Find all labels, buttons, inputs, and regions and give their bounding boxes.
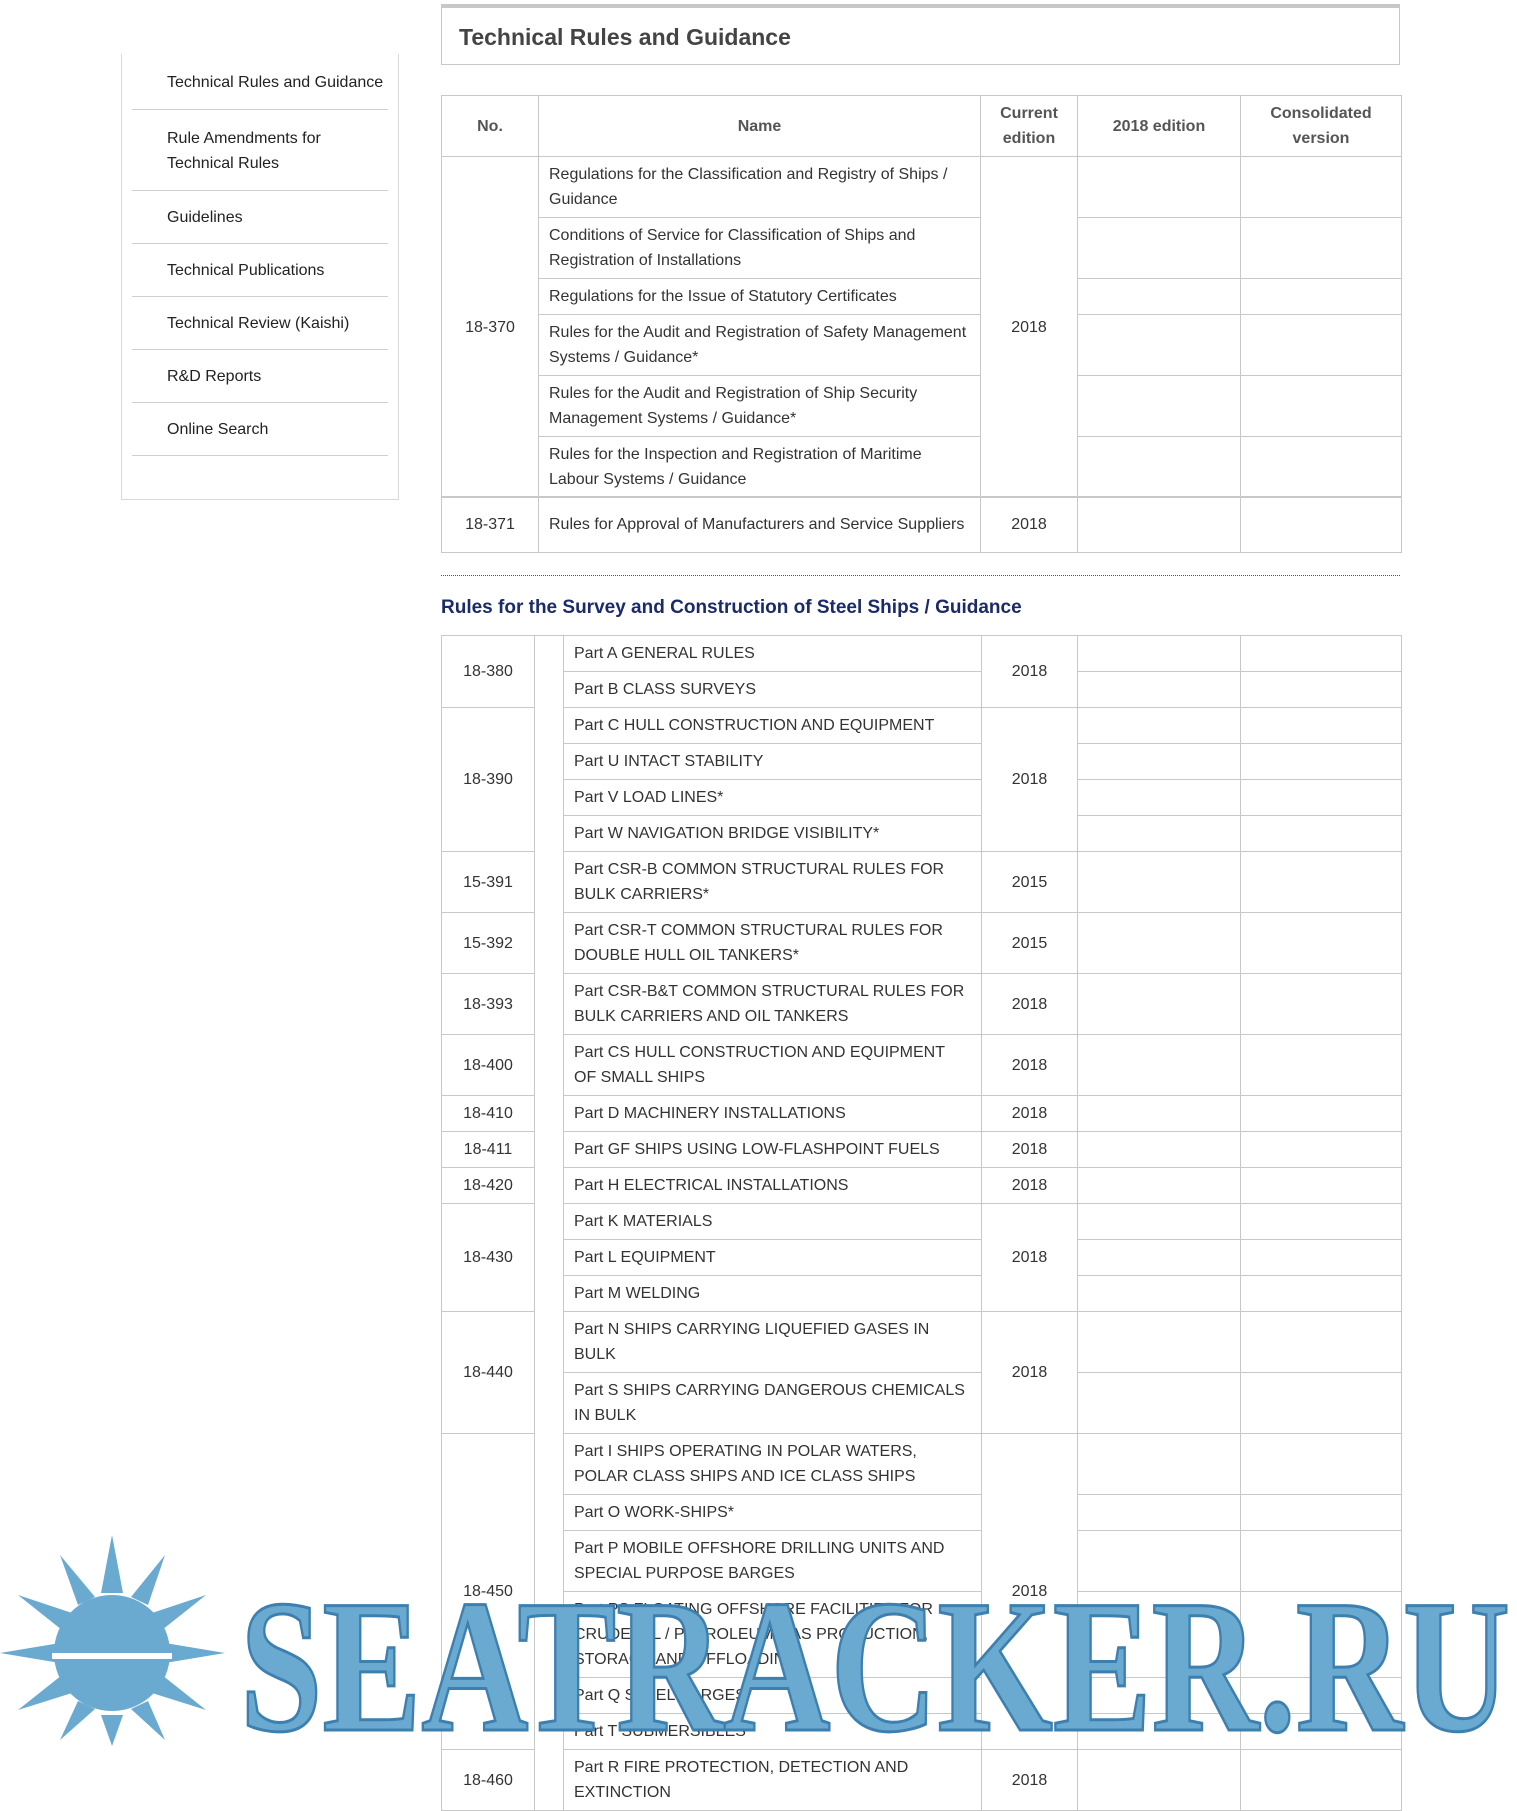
edition-2018-cell [1078, 1132, 1241, 1168]
consolidated-cell [1241, 1678, 1402, 1714]
consolidated-cell [1241, 1096, 1402, 1132]
edition-2018-cell [1078, 780, 1241, 816]
rule-number: 18-393 [442, 974, 535, 1035]
rules-table-general [441, 95, 1402, 498]
part-name-link[interactable]: Part H ELECTRICAL INSTALLATIONS [564, 1168, 982, 1204]
sidebar-item-guidelines[interactable]: Guidelines [132, 191, 388, 244]
consolidated-cell [1241, 913, 1402, 974]
current-edition-link[interactable]: 2018 [982, 708, 1078, 852]
part-name-link[interactable]: Part CS HULL CONSTRUCTION AND EQUIPMENT OF SMALL SHIPS [564, 1035, 982, 1096]
current-edition-link[interactable]: 2018 [982, 1312, 1078, 1434]
table-row [442, 1312, 1402, 1373]
rule-number: 18-460 [442, 1750, 535, 1811]
current-edition-link[interactable]: 2018 [982, 1434, 1078, 1750]
table-row [442, 708, 1402, 744]
table-row [442, 816, 1402, 852]
part-name-link[interactable]: Part O WORK-SHIPS* [564, 1495, 982, 1531]
sidebar-item-technical-rules[interactable]: Technical Rules and Guidance [132, 54, 388, 110]
part-name-link[interactable]: Part T SUBMERSIBLES* [564, 1714, 982, 1750]
header-no: No. [442, 96, 539, 157]
edition-2018-cell [1078, 218, 1241, 279]
edition-2018-cell [1078, 1373, 1241, 1434]
header-name: Name [539, 96, 981, 157]
sidebar-item-rule-amendments[interactable]: Rule Amendments for Technical Rules [132, 110, 388, 191]
part-name-link[interactable]: Part GF SHIPS USING LOW-FLASHPOINT FUELS [564, 1132, 982, 1168]
edition-2018-cell [1078, 1750, 1241, 1811]
edition-2018-cell [1078, 816, 1241, 852]
current-edition-link[interactable]: 2018 [981, 497, 1078, 553]
table-row [442, 437, 1402, 498]
consolidated-cell [1241, 497, 1402, 553]
edition-2018-cell [1078, 744, 1241, 780]
table-row [442, 315, 1402, 376]
consolidated-cell [1241, 1434, 1402, 1495]
consolidated-cell [1241, 1168, 1402, 1204]
sidebar-item-rd-reports[interactable]: R&D Reports [132, 350, 388, 403]
consolidated-cell [1241, 1132, 1402, 1168]
edition-2018-cell [1078, 636, 1241, 672]
rule-number: 18-371 [442, 497, 539, 553]
table-row [442, 1168, 1402, 1204]
section-divider [441, 575, 1400, 576]
table-row [442, 1678, 1402, 1714]
edition-2018-cell [1078, 1035, 1241, 1096]
part-name-link[interactable]: Part PS FLOATING OFFSHORE FACILITIES FOR CRUDE OIL / PETROLEUM GAS PRODUCTION, STORAGE AND OFFLOADING [564, 1592, 982, 1678]
table-row [442, 780, 1402, 816]
consolidated-cell [1241, 279, 1402, 315]
consolidated-cell [1241, 672, 1402, 708]
current-edition-link[interactable]: 2018 [981, 157, 1078, 498]
part-name-link[interactable]: Part U INTACT STABILITY [564, 744, 982, 780]
current-edition-link[interactable]: 2018 [982, 1132, 1078, 1168]
edition-2018-cell [1078, 852, 1241, 913]
rule-name-link[interactable]: Regulations for the Issue of Statutory Certificates [539, 279, 981, 315]
consolidated-cell [1241, 1750, 1402, 1811]
table-row [442, 1592, 1402, 1678]
sidebar-item-online-search[interactable]: Online Search [132, 403, 388, 456]
edition-2018-cell [1078, 157, 1241, 218]
rule-number: 15-392 [442, 913, 535, 974]
edition-2018-cell [1078, 1714, 1241, 1750]
consolidated-cell [1241, 816, 1402, 852]
table-row [442, 1750, 1402, 1811]
section-title: Rules for the Survey and Construction of Steel Ships / Guidance [441, 597, 1022, 618]
table-row [442, 636, 1402, 672]
part-name-link[interactable]: Part P MOBILE OFFSHORE DRILLING UNITS AND SPECIAL PURPOSE BARGES [564, 1531, 982, 1592]
part-name-link[interactable]: Part M WELDING [564, 1276, 982, 1312]
part-name-link[interactable]: Part S SHIPS CARRYING DANGEROUS CHEMICALS IN BULK [564, 1373, 982, 1434]
rules-table-approval [441, 496, 1402, 553]
part-name-link[interactable]: Part L EQUIPMENT [564, 1240, 982, 1276]
rules-table-steel-ships [441, 635, 1402, 1811]
table-row [442, 376, 1402, 437]
rule-number: 18-390 [442, 708, 535, 852]
sidebar-nav [121, 54, 399, 500]
edition-2018-cell [1078, 1678, 1241, 1714]
edition-2018-cell [1078, 1312, 1241, 1373]
part-name-link[interactable]: Part CSR-T COMMON STRUCTURAL RULES FOR DOUBLE HULL OIL TANKERS* [564, 913, 982, 974]
consolidated-cell [1241, 1495, 1402, 1531]
table-row [442, 852, 1402, 913]
rule-number: 18-420 [442, 1168, 535, 1204]
part-name-link[interactable]: Part V LOAD LINES* [564, 780, 982, 816]
current-edition-link[interactable]: 2018 [982, 1035, 1078, 1096]
table-row [442, 157, 1402, 218]
consolidated-cell [1241, 157, 1402, 218]
current-edition-link[interactable]: 2018 [982, 974, 1078, 1035]
rule-number: 15-391 [442, 852, 535, 913]
consolidated-cell [1241, 1204, 1402, 1240]
table-row [442, 1531, 1402, 1592]
table-row [442, 497, 1402, 553]
consolidated-cell [1241, 744, 1402, 780]
header-2018-edition: 2018 edition [1078, 96, 1241, 157]
consolidated-cell [1241, 315, 1402, 376]
consolidated-cell [1241, 1276, 1402, 1312]
edition-2018-cell [1078, 1276, 1241, 1312]
table-row [442, 218, 1402, 279]
table-row [442, 672, 1402, 708]
current-edition-link[interactable]: 2018 [982, 1096, 1078, 1132]
edition-2018-cell [1078, 315, 1241, 376]
edition-2018-cell [1078, 672, 1241, 708]
consolidated-cell [1241, 780, 1402, 816]
part-name-link[interactable]: Part D MACHINERY INSTALLATIONS [564, 1096, 982, 1132]
indent-spacer [535, 636, 564, 1811]
rule-number: 18-400 [442, 1035, 535, 1096]
rule-number: 18-370 [442, 157, 539, 498]
consolidated-cell [1241, 376, 1402, 437]
header-consolidated: Consolidated version [1241, 96, 1402, 157]
rule-number: 18-411 [442, 1132, 535, 1168]
table-row [442, 913, 1402, 974]
edition-2018-cell [1078, 1531, 1241, 1592]
edition-2018-cell [1078, 497, 1241, 553]
edition-2018-cell [1078, 1168, 1241, 1204]
sidebar-item-technical-publications[interactable]: Technical Publications [132, 244, 388, 297]
current-edition-link[interactable]: 2018 [982, 1750, 1078, 1811]
consolidated-cell [1241, 1714, 1402, 1750]
current-edition-link[interactable]: 2018 [982, 636, 1078, 708]
page-title: Technical Rules and Guidance [441, 4, 1400, 65]
table-row [442, 279, 1402, 315]
current-edition-link[interactable]: 2018 [982, 1204, 1078, 1312]
part-name-link[interactable]: Part C HULL CONSTRUCTION AND EQUIPMENT [564, 708, 982, 744]
rule-name-link[interactable]: Regulations for the Classification and Registry of Ships / Guidance [539, 157, 981, 218]
part-name-link[interactable]: Part K MATERIALS [564, 1204, 982, 1240]
rule-number: 18-440 [442, 1312, 535, 1434]
edition-2018-cell [1078, 279, 1241, 315]
consolidated-cell [1241, 708, 1402, 744]
part-name-link[interactable]: Part N SHIPS CARRYING LIQUEFIED GASES IN BULK [564, 1312, 982, 1373]
edition-2018-cell [1078, 1204, 1241, 1240]
table-row [442, 1714, 1402, 1750]
edition-2018-cell [1078, 437, 1241, 498]
table-row [442, 1434, 1402, 1495]
header-current-edition: Current edition [981, 96, 1078, 157]
rule-name-link[interactable]: Conditions of Service for Classification of Ships and Registration of Installations [539, 218, 981, 279]
consolidated-cell [1241, 974, 1402, 1035]
edition-2018-cell [1078, 1096, 1241, 1132]
part-name-link[interactable]: Part B CLASS SURVEYS [564, 672, 982, 708]
consolidated-cell [1241, 1035, 1402, 1096]
current-edition-link[interactable]: 2015 [982, 852, 1078, 913]
table-row [442, 1035, 1402, 1096]
table-row [442, 1204, 1402, 1240]
edition-2018-cell [1078, 1592, 1241, 1678]
consolidated-cell [1241, 218, 1402, 279]
part-name-link[interactable]: Part Q STEEL BARGES* [564, 1678, 982, 1714]
rule-number: 18-430 [442, 1204, 535, 1312]
consolidated-cell [1241, 1373, 1402, 1434]
edition-2018-cell [1078, 1240, 1241, 1276]
rule-name-link[interactable]: Rules for the Audit and Registration of Ship Security Management Systems / Guidance* [539, 376, 981, 437]
part-name-link[interactable]: Part W NAVIGATION BRIDGE VISIBILITY* [564, 816, 982, 852]
edition-2018-cell [1078, 376, 1241, 437]
current-edition-link[interactable]: 2015 [982, 913, 1078, 974]
rule-name-link[interactable]: Rules for the Inspection and Registration of Maritime Labour Systems / Guidance [539, 437, 981, 498]
part-name-link[interactable]: Part I SHIPS OPERATING IN POLAR WATERS, POLAR CLASS SHIPS AND ICE CLASS SHIPS [564, 1434, 982, 1495]
edition-2018-cell [1078, 974, 1241, 1035]
sidebar-item-technical-review[interactable]: Technical Review (Kaishi) [132, 297, 388, 350]
consolidated-cell [1241, 437, 1402, 498]
table-row [442, 1276, 1402, 1312]
edition-2018-cell [1078, 913, 1241, 974]
rule-number: 18-380 [442, 636, 535, 708]
rule-name-link[interactable]: Rules for Approval of Manufacturers and Service Suppliers [539, 497, 981, 553]
edition-2018-cell [1078, 708, 1241, 744]
current-edition-link[interactable]: 2018 [982, 1168, 1078, 1204]
edition-2018-cell [1078, 1434, 1241, 1495]
table-row [442, 1096, 1402, 1132]
consolidated-cell [1241, 852, 1402, 913]
consolidated-cell [1241, 1240, 1402, 1276]
table-row [442, 974, 1402, 1035]
consolidated-cell [1241, 1312, 1402, 1373]
part-name-link[interactable]: Part CSR-B COMMON STRUCTURAL RULES FOR BULK CARRIERS* [564, 852, 982, 913]
rule-name-link[interactable]: Rules for the Audit and Registration of Safety Management Systems / Guidance* [539, 315, 981, 376]
table-row [442, 1240, 1402, 1276]
part-name-link[interactable]: Part CSR-B&T COMMON STRUCTURAL RULES FOR BULK CARRIERS AND OIL TANKERS [564, 974, 982, 1035]
consolidated-cell [1241, 1531, 1402, 1592]
rule-number: 18-410 [442, 1096, 535, 1132]
rule-number: 18-450 [442, 1434, 535, 1750]
table-row [442, 1132, 1402, 1168]
edition-2018-cell [1078, 1495, 1241, 1531]
watermark-text: SEATRACKER.RU [240, 1562, 1510, 1746]
consolidated-cell [1241, 636, 1402, 672]
consolidated-cell [1241, 1592, 1402, 1678]
table-row [442, 744, 1402, 780]
table-row [442, 1495, 1402, 1531]
part-name-link[interactable]: Part A GENERAL RULES [564, 636, 982, 672]
table-row [442, 1373, 1402, 1434]
part-name-link[interactable]: Part R FIRE PROTECTION, DETECTION AND EXTINCTION [564, 1750, 982, 1811]
sun-logo-icon [0, 1535, 225, 1746]
